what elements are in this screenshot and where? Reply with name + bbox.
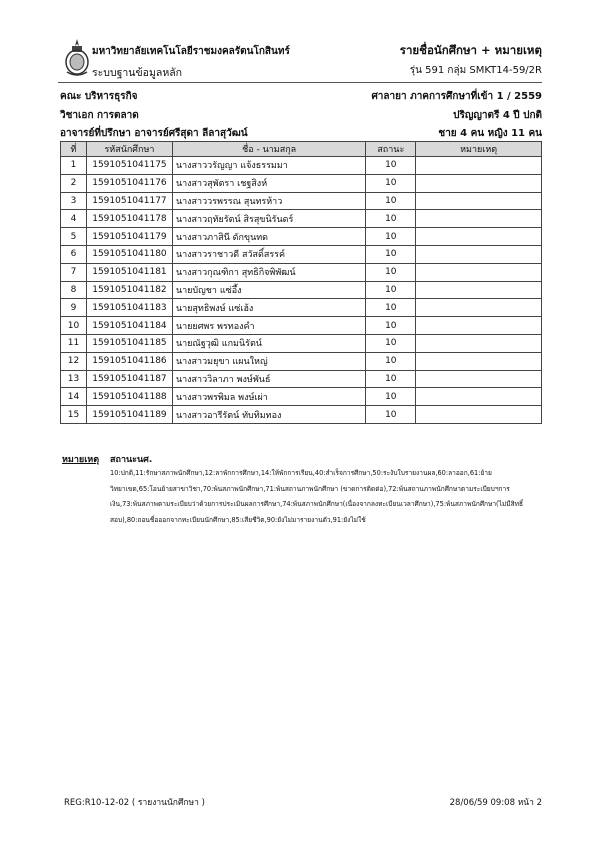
row-number-cell: 9: [61, 299, 87, 317]
student-id-cell: 1591051041186: [86, 352, 172, 370]
status-code-cell: 10: [366, 352, 416, 370]
remark-cell: [416, 263, 542, 281]
student-id-cell: 1591051041183: [86, 299, 172, 317]
status-code-cell: 10: [366, 263, 416, 281]
remark-label: หมายเหตุ: [62, 455, 100, 465]
student-id-cell: 1591051041178: [86, 210, 172, 228]
remark-cell: [416, 388, 542, 406]
row-number-cell: 5: [61, 228, 87, 246]
major-label: วิชาเอก การตลาด: [60, 110, 139, 121]
table-row: [61, 388, 542, 406]
status-code-cell: 10: [366, 210, 416, 228]
column-header-remark: หมายเหตุ: [416, 142, 542, 157]
status-code-cell: 10: [366, 228, 416, 246]
table-row: [61, 352, 542, 370]
row-number-cell: 11: [61, 334, 87, 352]
table-header-row: [61, 142, 542, 157]
row-number-cell: 1: [61, 157, 87, 175]
table-row: [61, 174, 542, 192]
row-number-cell: 13: [61, 370, 87, 388]
status-code-legend: 10:ปกติ,11:รักษาสภาพนักศึกษา,12:ลาพักการศึกษา,14:ให้พักการเรียน,40:สำเร็จการศึกษา,50:ระงับใบรายงานผล,60:ลาออก,61:ย้ายวิทยาเขต,65:โอนย้ายสาขาวิชา,70:พ้นสภาพนักศึกษา,71:พ้นสถานภาพนักศึกษา (ขาดการติดต่อ),72:พ้นสถานภาพนักศึกษาตามระเบียบฯการเงิน,73:พ้นสภาพตามระเบียบว่าด้วยการประเมินผลการศึกษา,74:พ้นสภาพนักศึกษา(เนื่องจากลงทะเบียนเวลาศึกษา),75:พ้นสภาพนักศึกษา(ไม่มีสิทธิ์สอบ),80:ถอนชื่อออกจากทะเบียนนักศึกษา,85:เสียชีวิต,90:ยังไม่มารายงานตัว,91:ยังไม่ใช้: [110, 469, 524, 524]
remark-cell: [416, 370, 542, 388]
row-number-cell: 3: [61, 192, 87, 210]
remark-cell: [416, 281, 542, 299]
status-code-cell: 10: [366, 174, 416, 192]
column-header-status: สถานะ: [366, 142, 416, 157]
column-header-student-id: รหัสนักศึกษา: [86, 142, 172, 157]
row-number-cell: 6: [61, 245, 87, 263]
student-name-cell: นางสาวกุณฑิกา สุทธิกิจพิพัฒน์: [172, 263, 365, 281]
student-name-cell: นางสาวสุพัตรา เชฐสิงห์: [172, 174, 365, 192]
remark-cell: [416, 192, 542, 210]
student-id-cell: 1591051041185: [86, 334, 172, 352]
print-date-page-footer: 28/06/59 09:08 หน้า 2: [449, 798, 542, 808]
student-id-cell: 1591051041181: [86, 263, 172, 281]
student-id-cell: 1591051041182: [86, 281, 172, 299]
student-roster-table: [60, 141, 542, 424]
student-id-cell: 1591051041176: [86, 174, 172, 192]
row-number-cell: 4: [61, 210, 87, 228]
student-id-cell: 1591051041184: [86, 317, 172, 335]
remark-cell: [416, 228, 542, 246]
student-id-cell: 1591051041180: [86, 245, 172, 263]
faculty-label: คณะ บริหารธุรกิจ: [60, 91, 138, 102]
row-number-cell: 10: [61, 317, 87, 335]
student-name-cell: นางสาวราชาวดี สวัสดิ์สรรค์: [172, 245, 365, 263]
student-name-cell: นางสาวพรพิมล พงษ์เผ่า: [172, 388, 365, 406]
student-id-cell: 1591051041187: [86, 370, 172, 388]
student-id-cell: 1591051041189: [86, 406, 172, 424]
row-number-cell: 15: [61, 406, 87, 424]
status-code-cell: 10: [366, 406, 416, 424]
status-legend-label: สถานะนศ.: [110, 455, 153, 465]
student-id-cell: 1591051041177: [86, 192, 172, 210]
student-name-cell: นางสาววรพรรณ สุนทรห้าว: [172, 192, 365, 210]
student-name-cell: นางสาวอารีรัตน์ ทับทิมทอง: [172, 406, 365, 424]
row-number-cell: 14: [61, 388, 87, 406]
remark-cell: [416, 334, 542, 352]
status-code-cell: 10: [366, 299, 416, 317]
university-name: มหาวิทยาลัยเทคโนโลยีราชมงคลรัตนโกสินทร์: [92, 46, 290, 57]
status-code-cell: 10: [366, 157, 416, 175]
system-name: ระบบฐานข้อมูลหลัก: [92, 67, 183, 79]
student-name-cell: นางสาววิลาภา พงษ์พันธ์: [172, 370, 365, 388]
student-name-cell: นายณัฐวุฒิ แกมนิรัตน์: [172, 334, 365, 352]
row-number-cell: 2: [61, 174, 87, 192]
table-row: [61, 281, 542, 299]
remark-cell: [416, 245, 542, 263]
remark-cell: [416, 352, 542, 370]
table-row: [61, 192, 542, 210]
status-code-cell: 10: [366, 192, 416, 210]
table-row: [61, 157, 542, 175]
status-code-cell: 10: [366, 334, 416, 352]
remark-cell: [416, 299, 542, 317]
degree-label: ปริญญาตรี 4 ปี ปกติ: [453, 110, 542, 121]
column-header-no: ที่: [61, 142, 87, 157]
student-name-cell: นายบัญชา แซ่อึ้ง: [172, 281, 365, 299]
table-row: [61, 263, 542, 281]
status-code-cell: 10: [366, 388, 416, 406]
generation-group-line: รุ่น 591 กลุ่ม SMKT14-59/2R: [409, 65, 542, 76]
university-seal-logo: [64, 38, 90, 78]
student-name-cell: นายสุทธิพงษ์ แซ่เฮ้ง: [172, 299, 365, 317]
table-row: [61, 245, 542, 263]
table-row: [61, 406, 542, 424]
table-row: [61, 370, 542, 388]
status-code-cell: 10: [366, 370, 416, 388]
remark-cell: [416, 317, 542, 335]
table-row: [61, 334, 542, 352]
report-code-footer: REG:R10-12-02 ( รายงานนักศึกษา ): [64, 798, 205, 808]
table-row: [61, 228, 542, 246]
student-id-cell: 1591051041188: [86, 388, 172, 406]
student-id-cell: 1591051041179: [86, 228, 172, 246]
column-header-name: ชื่อ - นามสกุล: [172, 142, 365, 157]
remark-cell: [416, 174, 542, 192]
student-name-cell: นางสาวมยุขา แผนใหญ่: [172, 352, 365, 370]
status-code-cell: 10: [366, 245, 416, 263]
row-number-cell: 7: [61, 263, 87, 281]
student-name-cell: นางสาวฤทัยรัตน์ สิรสุขนิรันดร์: [172, 210, 365, 228]
student-name-cell: นางสาววรัญญา แจ้งธรรมมา: [172, 157, 365, 175]
student-name-cell: นายยศพร พรทองคำ: [172, 317, 365, 335]
remark-cell: [416, 157, 542, 175]
student-id-cell: 1591051041175: [86, 157, 172, 175]
status-code-cell: 10: [366, 281, 416, 299]
student-name-cell: นางสาวภาสินี ดักขุนทด: [172, 228, 365, 246]
report-title: รายชื่อนักศึกษา + หมายเหตุ: [399, 43, 542, 57]
table-row: [61, 317, 542, 335]
remark-cell: [416, 406, 542, 424]
gender-count: ชาย 4 คน หญิง 11 คน: [438, 128, 542, 139]
row-number-cell: 8: [61, 281, 87, 299]
advisor-label: อาจารย์ที่ปรึกษา อาจารย์ศรีสุดา ลีลาสุวัฒน์: [60, 128, 248, 139]
table-row: [61, 299, 542, 317]
semester-label: ศาลายา ภาคการศึกษาที่เข้า 1 / 2559: [371, 91, 542, 102]
row-number-cell: 12: [61, 352, 87, 370]
remark-cell: [416, 210, 542, 228]
status-code-cell: 10: [366, 317, 416, 335]
header-divider: [58, 82, 542, 83]
table-row: [61, 210, 542, 228]
